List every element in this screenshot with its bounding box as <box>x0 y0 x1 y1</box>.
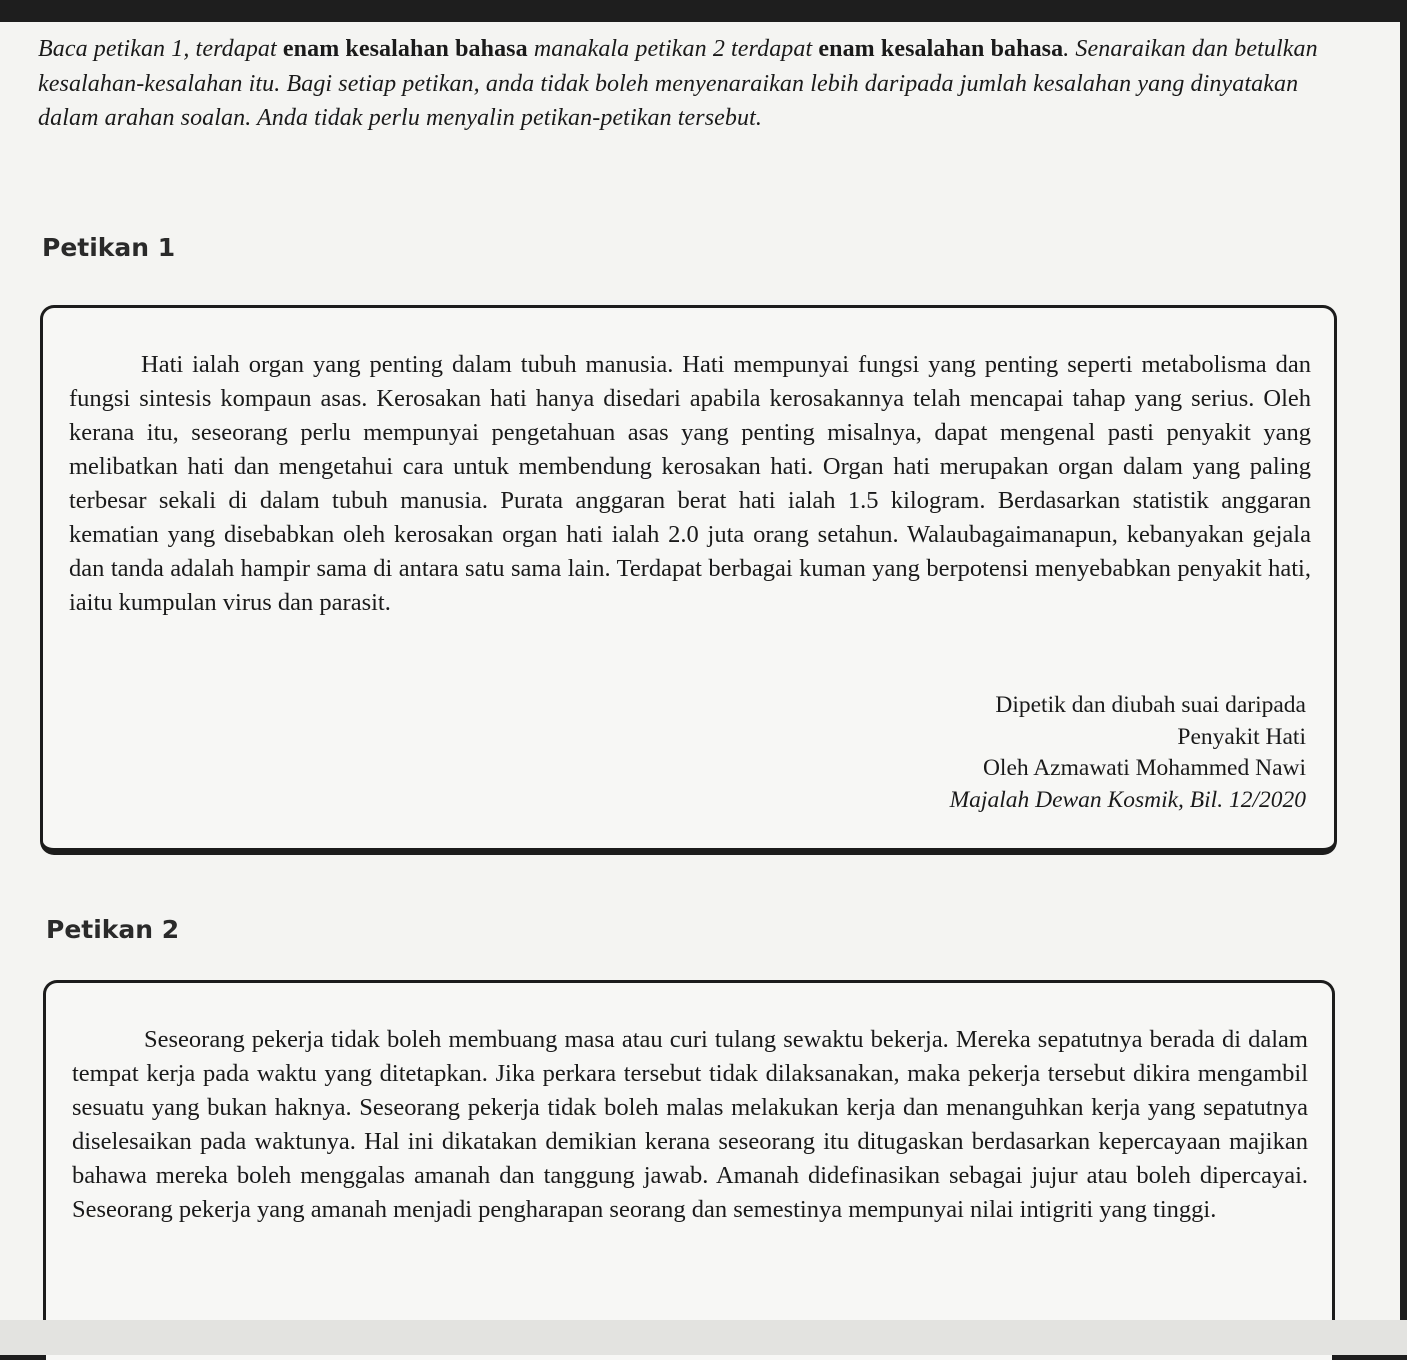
credit-author: Oleh Azmawati Mohammed Nawi <box>982 755 1306 781</box>
credit-magazine: Majalah Dewan Kosmik, Bil. 12/2020 <box>949 786 1306 813</box>
credit-source: Dipetik dan diubah suai daripada <box>995 692 1306 718</box>
credit-title: Penyakit Hati <box>1177 723 1306 750</box>
petikan-2-heading: Petikan 2 <box>46 915 180 944</box>
petikan-2-box <box>43 980 1335 1360</box>
petikan-1-heading: Petikan 1 <box>42 233 176 262</box>
instructions-text-1: Baca petikan 1, terdapat <box>38 36 283 62</box>
screen-bottom-edge <box>0 1320 1407 1355</box>
instructions-text-3: . Senaraikan dan betulkan kesalahan-kesalahan itu. Bagi setiap petikan, anda tidak boleh menyenaraikan lebih daripada jumlah kesalahan yang dinyatakan dalam arahan soalan. Anda tidak perlu menyalin petikan-petikan tersebut. <box>38 36 1318 131</box>
petikan-2-text: Seseorang pekerja tidak boleh membuang masa atau curi tulang sewaktu bekerja. Mereka sepatutnya berada di dalam tempat kerja pada waktu yang ditetapkan. Jika perkara tersebut tidak dilaksanakan, maka pekerja tersebut dikira mengambil sesuatu yang bukan haknya. Seseorang pekerja tidak boleh malas melakukan kerja dan menanguhkan kerja yang sepatutnya diselesaikan pada waktunya. Hal ini dikatakan demikian kerana seseorang itu ditugaskan berdasarkan kepercayaan majikan bahawa mereka boleh menggalas amanah dan tanggung jawab. Amanah didefinasikan sebagai jujur atau boleh dipercayai. Seseorang pekerja yang amanah menjadi pengharapan seorang dan semestinya mempunyai nilai intigriti yang tinggi. <box>72 1026 1308 1223</box>
petikan-1-credit <box>950 690 1306 816</box>
petikan-1-box <box>40 305 1337 855</box>
instructions <box>38 32 1338 136</box>
instructions-text-2: manakala petikan 2 terdapat <box>527 36 819 62</box>
document-page <box>0 22 1400 1320</box>
instructions-bold-2: enam kesalahan bahasa <box>818 36 1064 62</box>
petikan-1-text: Hati ialah organ yang penting dalam tubuh manusia. Hati mempunyai fungsi yang penting seperti metabolisma dan fungsi sintesis kompaun asas. Kerosakan hati hanya disedari apabila kerosakannya telah mencapai tahap yang serius. Oleh kerana itu, seseorang perlu mempunyai pengetahuan asas yang penting misalnya, dapat mengenal pasti penyakit yang melibatkan hati dan mengetahui cara untuk membendung kerosakan hati. Organ hati merupakan organ dalam yang paling terbesar sekali di dalam tubuh manusia. Purata anggaran berat hati ialah 1.5 kilogram. Berdasarkan statistik anggaran kematian yang disebabkan oleh kerosakan organ hati ialah 2.0 juta orang setahun. Walaubagaimanapun, kebanyakan gejala dan tanda adalah hampir sama di antara satu sama lain. Terdapat berbagai kuman yang berpotensi menyebabkan penyakit hati, iaitu kumpulan virus dan parasit. <box>69 351 1311 616</box>
instructions-bold-1: enam kesalahan bahasa <box>282 36 528 62</box>
